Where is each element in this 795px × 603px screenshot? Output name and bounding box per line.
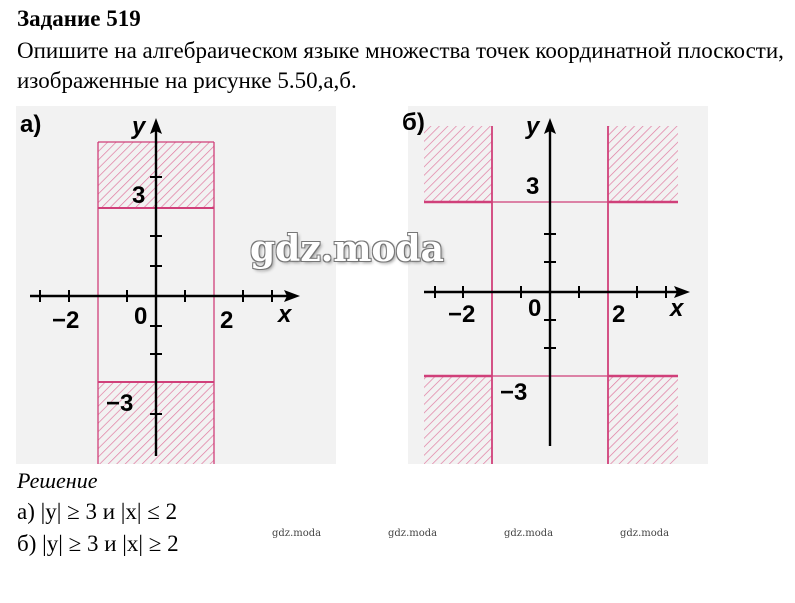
watermark-small: gdz.moda xyxy=(272,528,322,539)
x-axis-label: x xyxy=(670,295,684,322)
x-tick-label-neg2: −2 xyxy=(448,301,476,328)
watermark-main: gdz.moda xyxy=(250,228,444,270)
x-tick-label-2: 2 xyxy=(220,307,234,334)
x-tick-label-2: 2 xyxy=(612,301,626,328)
shaded-region-top-right xyxy=(608,126,678,202)
answer-a: а) |y| ≥ 3 и |x| ≤ 2 xyxy=(17,499,178,524)
figure-b xyxy=(402,106,708,464)
y-tick-label-3: 3 xyxy=(132,182,146,209)
watermark-small: gdz.moda xyxy=(504,528,554,539)
solution-heading: Решение xyxy=(17,468,98,493)
figure-a xyxy=(16,106,336,464)
x-axis-label: x xyxy=(278,301,292,328)
y-tick-label-neg3: −3 xyxy=(106,390,134,417)
shaded-region-bottom-right xyxy=(608,376,678,464)
y-tick-label-neg3: −3 xyxy=(500,379,528,406)
watermark-small: gdz.moda xyxy=(388,528,438,539)
task-text: Опишите на алгебраическом языке множества точек координатной плоскости, изображенные на рисунке 5.50,а,б. xyxy=(17,38,784,93)
figure-label: б) xyxy=(402,109,425,136)
x-tick-label-neg2: −2 xyxy=(52,307,80,334)
y-tick-label-3: 3 xyxy=(526,173,540,200)
answer-b: б) |y| ≥ 3 и |x| ≥ 2 xyxy=(17,531,179,556)
y-axis-label: y xyxy=(526,113,540,140)
shaded-region-top-left xyxy=(424,126,492,202)
origin-label: 0 xyxy=(528,295,542,322)
figure-label: а) xyxy=(20,111,42,138)
origin-label: 0 xyxy=(134,303,148,330)
y-axis-label: y xyxy=(132,113,146,140)
watermark-small: gdz.moda xyxy=(620,528,670,539)
shaded-region-bottom-left xyxy=(424,376,492,464)
task-title: Задание 519 xyxy=(17,6,141,31)
